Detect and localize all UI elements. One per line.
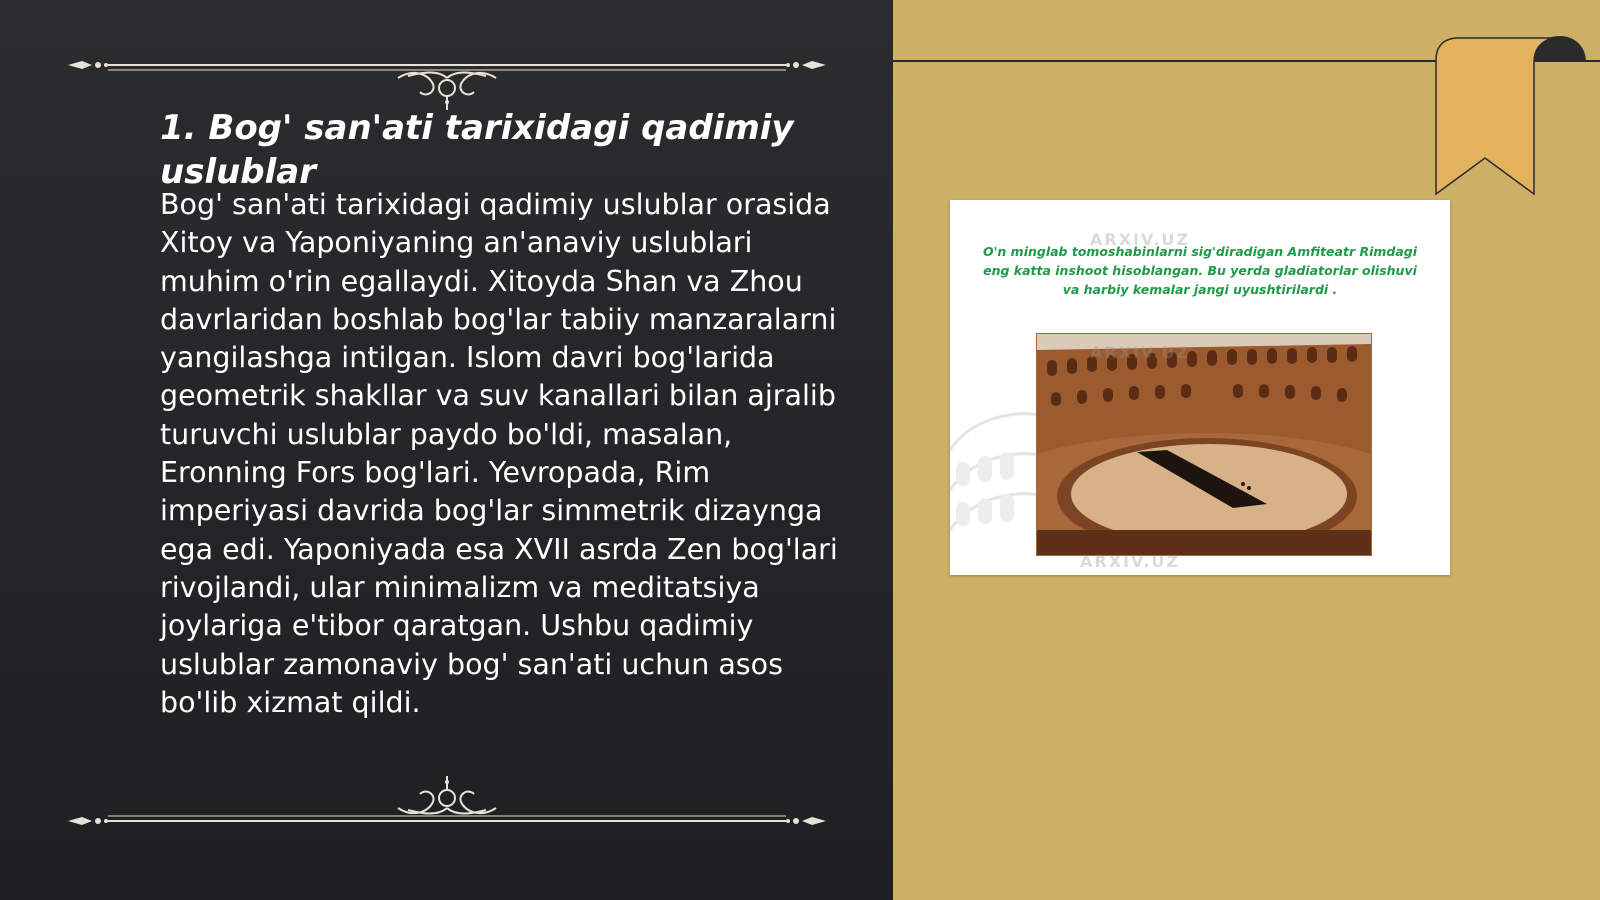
watermark: ARXIV.UZ	[1090, 343, 1190, 362]
bookmark-ribbon-icon	[1434, 34, 1600, 204]
slide-body-text: Bog' san'ati tarixidagi qadimiy uslublar orasida Xitoy va Yaponiyaning an'anaviy uslublari muhim o'rin egallaydi. Xitoyda Shan va Zhou davrlaridan boshlab bog'lar tabiiy manzaralarni yangilashga intilgan. Islom davri bog'larida geometrik shakllar va suv kanallari bilan ajralib turuvchi uslublar paydo bo'ldi, masalan, Eronning Fors bog'lari. Yevropada, Rim imperiyasi davrida bog'lar simmetrik dizaynga ega edi. Yaponiyada esa XVII asrda Zen bog'lari rivojlandi, ular minimalizm va meditatsiya joylariga e'tibor qaratgan. Ushbu qadimiy uslublar zamonaviy bog' san'ati uchun asos bo'lib xizmat qildi.	[160, 188, 838, 719]
image-card	[950, 200, 1450, 575]
image-caption: O'n minglab tomoshabinlarni sig'diradigan Amfiteatr Rimdagi eng katta inshoot hisoblangan. Bu yerda gladiatorlar olishuvi va harbiy kemalar jangi uyushtirilardi .	[982, 244, 1418, 297]
colosseum-photo	[1036, 333, 1372, 556]
slide-title: 1. Bog' san'ati tarixidagi qadimiy uslublar	[160, 108, 794, 192]
watermark: ARXIV.UZ	[1090, 230, 1190, 249]
ornament-divider-bottom-icon	[68, 772, 826, 832]
ornament-divider-top-icon	[68, 50, 826, 110]
watermark: ARXIV.UZ	[1080, 552, 1180, 571]
